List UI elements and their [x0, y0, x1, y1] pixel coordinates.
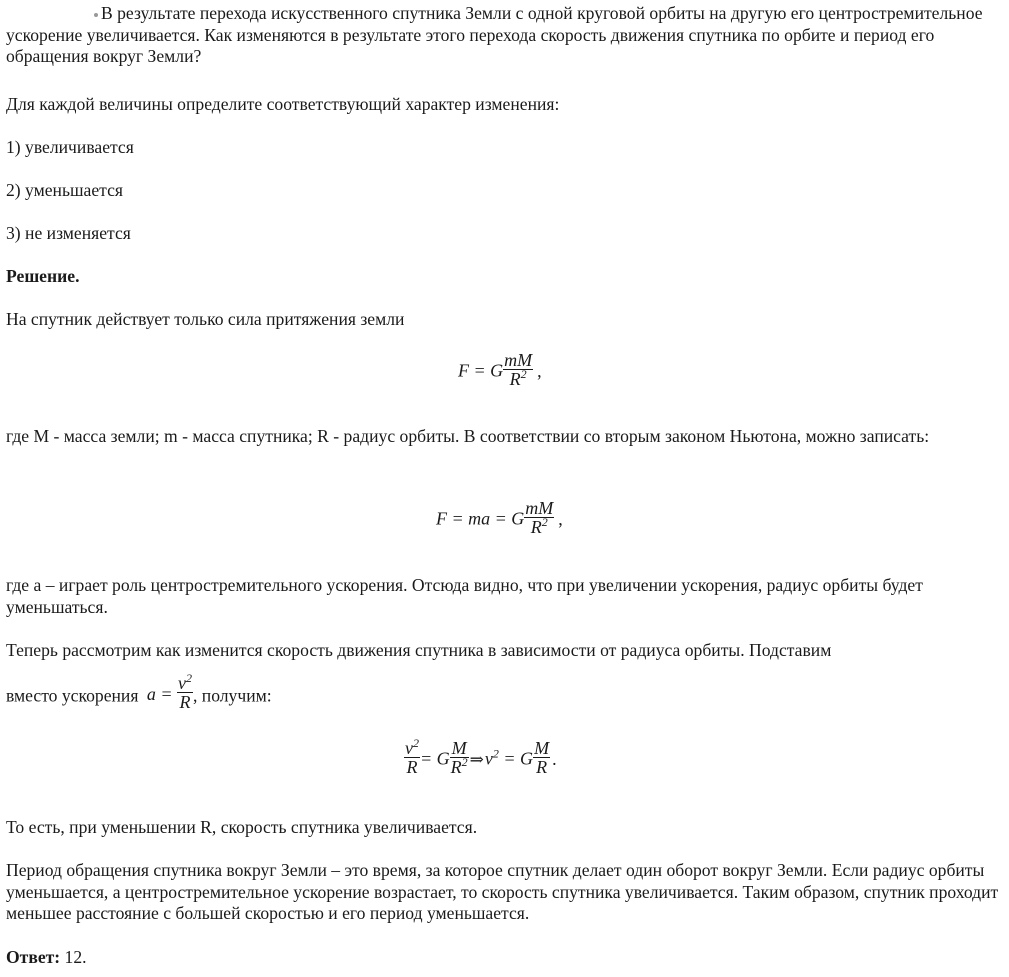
bullet-dot-icon — [94, 13, 98, 17]
solution-paragraph-5: вместо ускорения a = $\frac{v^2}{R}$ , получим: — [6, 671, 272, 712]
solution-heading: Решение. — [6, 266, 80, 286]
answer: Ответ: 12. — [6, 947, 87, 967]
formula-centripetal-acceleration: a = $\frac{v^2}{R}$ — [146, 671, 192, 712]
task-intro: В результате перехода искусственного спутника Земли с одной круговой орбиты на другую его центростремительное ускорение увеличивается. Как изменяются в результате этого перехода скорость движения спутника по орбите и период его обращения вокруг Земли? — [6, 3, 983, 66]
implies-arrow-icon: ⇒ — [469, 749, 484, 769]
formula-gravity-force: F = G $\frac{mM}{R^2}$ , — [458, 350, 542, 389]
fraction: $\frac{v^2}{R}$ — [178, 671, 192, 712]
formula-orbital-velocity: $\frac{v^2}{R}$ = G $\frac{M}{R^2}$ $\Rightarrow v^2 = G$ $\frac{M}{R}$ . — [405, 736, 557, 777]
fraction: $\frac{M}{R^2}$ — [450, 738, 468, 777]
solution-paragraph-2: где M - масса земли; m - масса спутника; R - радиус орбиты. В соответствии со вторым законом Ньютона, можно записать: — [6, 426, 930, 446]
fraction: $\frac{mM}{R^2}$ — [504, 350, 533, 389]
fraction: $\frac{mM}{R^2}$ — [525, 498, 554, 537]
solution-paragraph-7: Период обращения спутника вокруг Земли – это время, за которое спутник делает один оборот вокруг Земли. Если радиус орбиты уменьшается, а центростремительное ускорение возрастает, то скорость спутника увеличивается. Таким образом, спутник проходит меньшее расстояние с большей скоростью и его период уменьшается. — [6, 860, 999, 923]
solution-paragraph-4: Теперь рассмотрим как изменится скорость движения спутника в зависимости от радиуса орбиты. Подставим — [6, 640, 832, 660]
option-3: 3) не изменяется — [6, 223, 131, 243]
fraction: $\frac{v^2}{R}$ — [405, 736, 419, 777]
task-instruction: Для каждой величины определите соответствующий характер изменения: — [6, 94, 560, 114]
solution-paragraph-1: На спутник действует только сила притяжения земли — [6, 309, 405, 329]
option-1: 1) увеличивается — [6, 137, 134, 157]
option-2: 2) уменьшается — [6, 180, 123, 200]
formula-newton-second-law: F = ma = G $\frac{mM}{R^2}$ , — [436, 498, 563, 537]
fraction: $\frac{M}{R}$ — [534, 738, 550, 777]
solution-paragraph-6: То есть, при уменьшении R, скорость спутника увеличивается. — [6, 817, 478, 837]
solution-paragraph-3: где a – играет роль центростремительного ускорения. Отсюда видно, что при увеличении ускорения, радиус орбиты будет уменьшаться. — [6, 575, 923, 617]
